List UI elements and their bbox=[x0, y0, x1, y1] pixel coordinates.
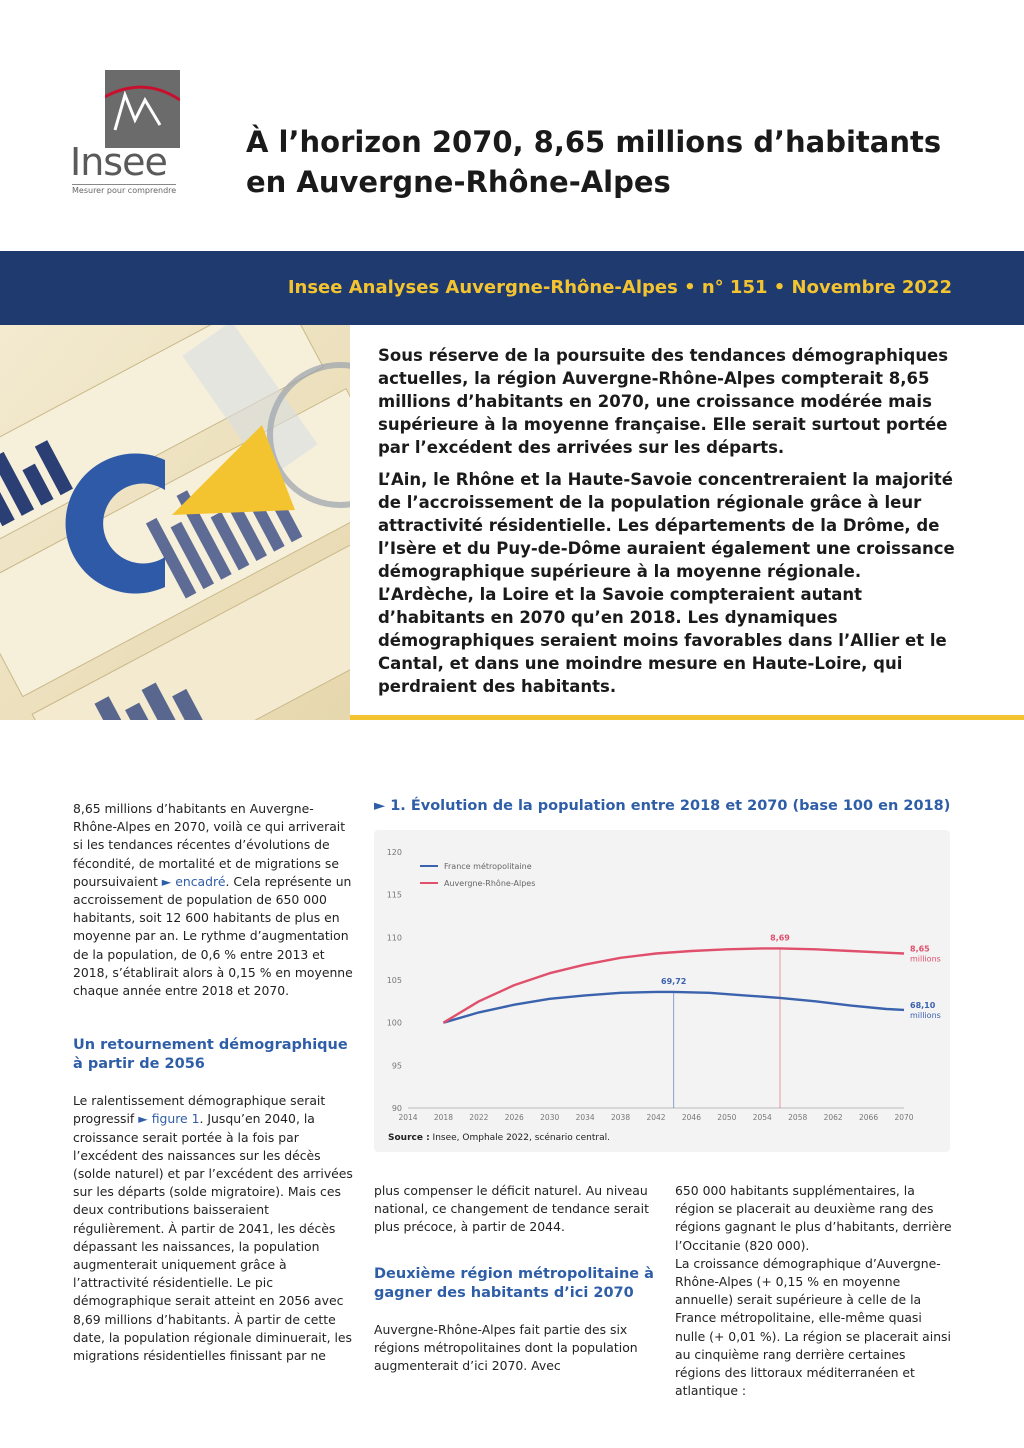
x-tick-label: 2022 bbox=[469, 1113, 489, 1122]
col1-paragraph-2 bbox=[73, 1092, 353, 1365]
col3-paragraph-2: La croissance démographique d’Auvergne-Rhône-Alpes (+ 0,15 % en moyenne annuelle) serait supérieure à celle de la France métropolitaine, elle-même quasi nulle (+ 0,01 %). La région se placerait ainsi au cinquième rang derrière certaines régions des littoraux méditerranéen et atlantique : bbox=[675, 1255, 951, 1399]
lead-summary bbox=[378, 344, 958, 707]
logo-graph-icon bbox=[105, 70, 180, 148]
population-chart bbox=[374, 830, 950, 1152]
legend-label: Auvergne-Rhône-Alpes bbox=[444, 879, 536, 888]
text-column-3 bbox=[675, 1182, 955, 1400]
series-end-label: 68,10 millions bbox=[910, 1000, 941, 1020]
legend-label: France métropolitaine bbox=[444, 862, 532, 871]
col1-p2-text-a: Le ralentissement démographique serait progressif bbox=[73, 1093, 326, 1127]
figure-1-link[interactable]: ► figure 1 bbox=[138, 1111, 200, 1127]
col1-paragraph-1 bbox=[73, 800, 353, 1000]
source-text: Insee, Omphale 2022, scénario central. bbox=[429, 1133, 610, 1143]
y-tick-label: 90 bbox=[391, 1104, 402, 1113]
source-label: Source : bbox=[388, 1133, 430, 1143]
section-heading-deuxieme-region: Deuxième région métropolitaine à gagner des habitants d’ici 2070 bbox=[374, 1265, 654, 1301]
x-tick-label: 2018 bbox=[433, 1113, 453, 1122]
x-tick-label: 2042 bbox=[646, 1113, 666, 1122]
y-tick-label: 95 bbox=[391, 1061, 402, 1071]
lead-paragraph-1: Sous réserve de la poursuite des tendances démographiques actuelles, la région Auvergne-Rhône-Alpes compterait 8,65 millions d’habitants en 2070, une croissance modérée mais supérieure à la moyenne française. Elle serait surtout portée par l’excédent des arrivées sur les départs. bbox=[378, 346, 949, 457]
x-tick-label: 2030 bbox=[540, 1113, 560, 1122]
col3-paragraph-1: 650 000 habitants supplémentaires, la région se placerait au deuxième rang des régions gagnant le plus d’habitants, derrière l’Occitanie (820 000). bbox=[675, 1183, 952, 1253]
x-tick-label: 2058 bbox=[788, 1113, 808, 1122]
col2-paragraph-1: plus compenser le déficit naturel. Au niveau national, ce changement de tendance serait plus précoce, à partir de 2044. bbox=[374, 1183, 649, 1235]
text-column-1 bbox=[73, 800, 353, 1365]
page-title bbox=[246, 122, 966, 202]
population-line-chart bbox=[374, 830, 950, 1152]
chart-legend bbox=[420, 861, 535, 888]
col2-paragraph-2: Auvergne-Rhône-Alpes fait partie des six régions métropolitaines dont la population augmenterait d’ici 2070. Avec bbox=[374, 1321, 638, 1374]
col1-p2-text-b: . Jusqu’en 2040, la croissance serait portée à la fois par l’excédent des naissances sur les décès (solde naturel) et par l’excédent des arrivées sur les départs (solde migratoire). Mais ces deux contributions baisseraient régulièrement. À partir de 2041, les décès dépassant les naissances, la population augmenterait uniquement grâce à l’attractivité résidentielle. Le pic démographique serait atteint en 2056 avec 8,69 millions d’habitants. À partir de cette date, la population régionale diminuerait, les migrations résidentielles finissant par ne bbox=[73, 1111, 353, 1364]
y-tick-label: 110 bbox=[386, 933, 402, 943]
charts-on-paper-illustration bbox=[0, 325, 350, 720]
insee-logo bbox=[70, 70, 185, 200]
text-column-2 bbox=[374, 1182, 656, 1375]
y-tick-label: 115 bbox=[386, 890, 402, 900]
y-tick-label: 120 bbox=[386, 848, 402, 857]
publication-banner bbox=[0, 251, 1024, 325]
series-end-label: 8,65 millions bbox=[910, 944, 941, 964]
figure-title: ► 1. Évolution de la population entre 2018 et 2070 (base 100 en 2018) bbox=[374, 798, 951, 814]
x-tick-label: 2062 bbox=[823, 1113, 843, 1122]
y-tick-label: 105 bbox=[386, 976, 402, 985]
lead-paragraph-2: L’Ain, le Rhône et la Haute-Savoie concentreraient la majorité de l’accroissement de la population régionale grâce à leur attractivité résidentielle. Les départements de la Drôme, de l’Isère et du Puy-de-Dôme auraient également une croissance démographique supérieure à la moyenne régionale. L’Ardèche, la Loire et la Savoie compteraient autant d’habitants en 2070 qu’en 2018. Les dynamiques démographiques seraient moins favorables dans l’Allier et le Cantal, et dans une moindre mesure en Haute-Loire, qui perdraient des habitants. bbox=[378, 470, 955, 696]
col1-p1-text-a: 8,65 millions d’habitants en Auvergne-Rhône-Alpes en 2070, voilà ce qui arriverait si les tendances récentes d’évolutions de fécondité, de mortalité et de migrations se poursuivaient bbox=[73, 801, 346, 889]
chart-annotations bbox=[661, 933, 790, 1108]
col1-p1-text-b: . Cela représente un accroissement de population de 650 000 habitants, soit 12 600 habitants de plus en moyenne par an. Le rythme d’augmentation de la population, de 0,6 % entre 2013 et 2018, s’établirait alors à 0,15 % en moyenne chaque année entre 2018 et 2070. bbox=[73, 873, 353, 999]
lead-divider bbox=[350, 715, 1024, 720]
chart-source bbox=[388, 1132, 610, 1143]
logo-wordmark: Insee bbox=[70, 140, 167, 184]
y-tick-label: 100 bbox=[386, 1018, 402, 1028]
chart-series bbox=[443, 945, 940, 1023]
x-tick-label: 2026 bbox=[504, 1113, 524, 1122]
x-axis bbox=[398, 1113, 913, 1122]
publication-info: Insee Analyses Auvergne-Rhône-Alpes • n° 151 • Novembre 2022 bbox=[287, 277, 952, 298]
annotation-label: 69,72 bbox=[661, 976, 687, 986]
logo-tagline: Mesurer pour comprendre bbox=[72, 186, 177, 195]
x-tick-label: 2038 bbox=[611, 1113, 631, 1122]
title-line-2: en Auvergne-Rhône-Alpes bbox=[246, 165, 671, 199]
title-line-1: À l’horizon 2070, 8,65 millions d’habitants bbox=[246, 125, 942, 159]
annotation-label: 8,69 bbox=[770, 933, 790, 943]
x-tick-label: 2066 bbox=[859, 1113, 879, 1122]
x-tick-label: 2054 bbox=[752, 1113, 772, 1122]
hero-illustration bbox=[0, 325, 350, 720]
x-tick-label: 2046 bbox=[681, 1113, 701, 1122]
x-tick-label: 2014 bbox=[398, 1113, 418, 1122]
x-tick-label: 2070 bbox=[894, 1113, 914, 1122]
section-heading-retournement: Un retournement démographique à partir de 2056 bbox=[73, 1037, 348, 1073]
encadre-link[interactable]: ► encadré bbox=[161, 873, 226, 889]
logo-mark bbox=[105, 70, 180, 148]
x-tick-label: 2034 bbox=[575, 1113, 595, 1122]
x-tick-label: 2050 bbox=[717, 1113, 737, 1122]
